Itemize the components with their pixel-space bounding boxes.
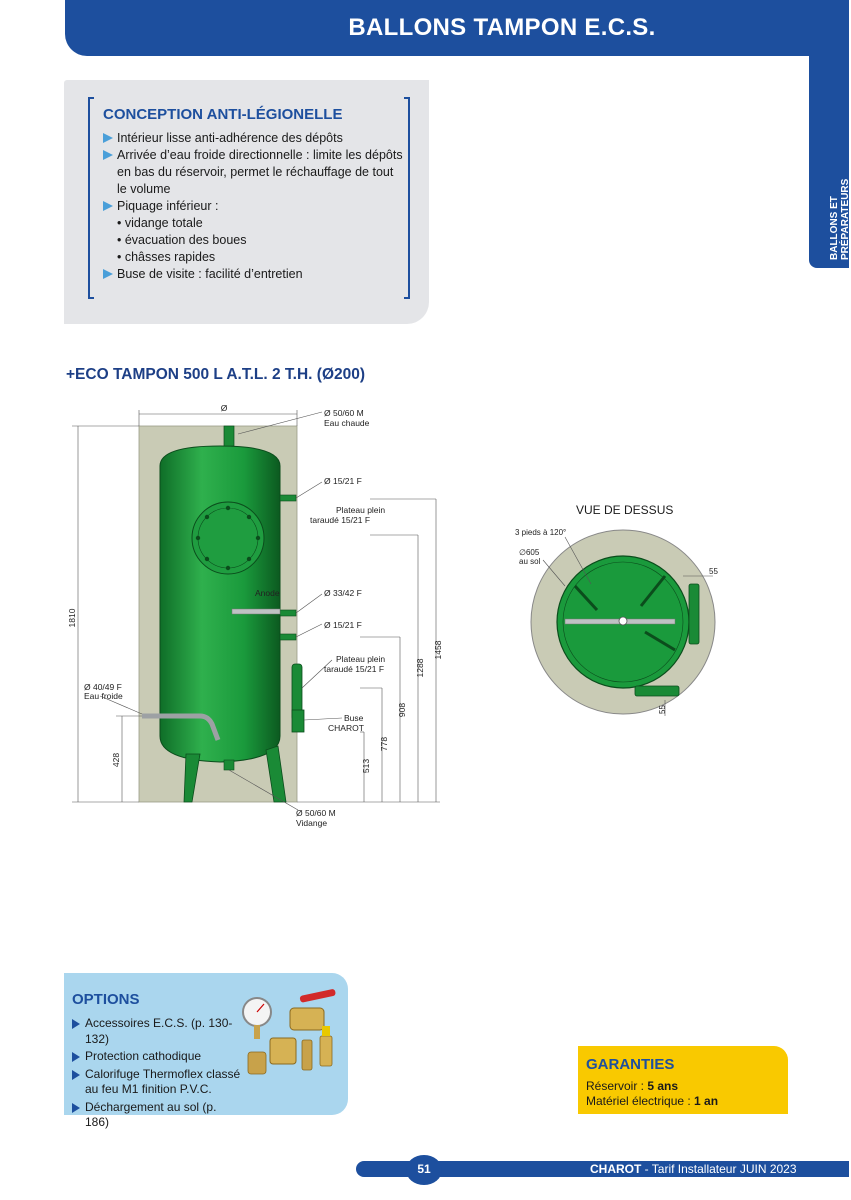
bullet-triangle-icon [103,201,113,211]
dim-908: 908 [397,702,407,718]
bracket-right [404,97,410,299]
footer-catalog: - Tarif Installateur JUIN 2023 [641,1162,797,1176]
bullet-triangle-icon [72,1070,80,1080]
bullet-triangle-icon [103,150,113,160]
concept-item [103,147,403,198]
concept-title: CONCEPTION ANTI-LÉGIONELLE [103,106,343,123]
guarantee-electric [586,1094,718,1108]
label-plate-lower-1: Plateau plein [336,654,386,664]
concept-subitem: • châsses rapides [117,250,216,264]
label-plate-upper-1: Plateau plein [336,505,386,515]
concept-subitem: • vidange totale [117,216,203,230]
concept-item [103,198,403,215]
header-bar [65,0,849,56]
section-tab-line2: PRÉPARATEURS [840,178,851,260]
bullet-triangle-icon [72,1019,80,1029]
option-item-text: Accessoires E.C.S. (p. 130-132) [85,1016,233,1046]
top-dim-55-b: 55 [658,705,667,714]
bullet-triangle-icon [72,1052,80,1062]
accessories-image [240,990,345,1085]
dim-diameter: Ø [220,403,228,413]
bullet-triangle-icon [72,1103,80,1113]
tank-section-diagram [60,398,460,838]
label-top-conn-desc: Eau chaude [324,418,370,428]
bracket-left [88,97,94,299]
top-view-diagram [505,500,735,730]
option-item-text: Protection cathodique [85,1049,202,1063]
footer-text [590,1162,797,1176]
label-top-conn: Ø 50/60 M [324,408,364,418]
option-item [72,1016,242,1047]
option-item [72,1049,242,1065]
label-plate-lower-2: taraudé 15/21 F [324,664,385,674]
upper-flange [192,502,264,574]
page-title: BALLONS TAMPON E.C.S. [348,14,656,41]
inspection-port [292,710,304,732]
guarantee-reservoir [586,1079,678,1093]
label-cold-conn: Ø 40/49 F [84,682,122,692]
label-plate-upper-2: taraudé 15/21 F [310,515,371,525]
ball-valve [290,1008,324,1030]
option-item [72,1067,242,1098]
guarantees-title: GARANTIES [586,1056,675,1073]
label-cold-desc: Eau froide [84,691,123,701]
concept-item [103,266,403,283]
top-floor-diam-1: ∅605 [519,548,540,557]
label-drain-conn: Ø 50/60 M [296,808,336,818]
section-tab-label [829,140,851,260]
top-view-title: VUE DE DESSUS [576,503,674,517]
dim-1458: 1458 [433,640,443,660]
dim-778: 778 [379,736,389,752]
guarantee-electric-value: 1 an [694,1094,719,1108]
concept-item [103,130,403,147]
dim-428: 428 [111,752,121,768]
option-item [72,1100,242,1131]
concept-item-text: Arrivée d’eau froide directionnelle : limite les dépôts en bas du réservoir, permet le réchauffage de tout le volume [117,148,403,196]
dim-1288: 1288 [415,658,425,678]
label-buse-2: CHAROT [328,723,364,733]
page-number: 51 [417,1162,431,1176]
section-tab-line1: BALLONS ET [829,196,840,260]
options-title: OPTIONS [72,991,140,1008]
option-item-text: Déchargement au sol (p. 186) [85,1099,217,1129]
guarantee-reservoir-label: Réservoir : [586,1079,648,1093]
label-anode: Anode [255,588,280,598]
top-floor-diam-2: au sol [519,557,541,566]
label-buse-1: Buse [344,713,364,723]
option-item-text: Calorifuge Thermoflex classé au feu M1 finition P.V.C. [85,1066,241,1096]
top-feet-label: 3 pieds à 120° [515,528,567,537]
concept-item-text: Intérieur lisse anti-adhérence des dépôts [117,131,343,145]
safety-group [270,1038,296,1064]
label-conn-3342: Ø 33/42 F [324,588,362,598]
dim-513: 513 [361,758,371,774]
hot-water-pipe [224,426,234,446]
anode [232,609,280,614]
section-tab[interactable] [809,56,849,268]
options-list [72,1016,242,1133]
bullet-triangle-icon [103,133,113,143]
concept-item-text: Piquage inférieur : [117,199,219,213]
label-drain-desc: Vidange [296,818,328,828]
label-conn-1521-lower: Ø 15/21 F [324,620,362,630]
label-conn-1521-upper: Ø 15/21 F [324,476,362,486]
footer-brand: CHAROT [590,1162,642,1176]
guarantee-electric-label: Matériel électrique : [586,1094,695,1108]
concept-item-text: Buse de visite : facilité d’entretien [117,267,303,281]
bullet-triangle-icon [103,269,113,279]
dim-1810: 1810 [67,608,77,628]
concept-list [103,130,403,283]
product-title: +ECO TAMPON 500 L A.T.L. 2 T.H. (Ø200) [66,366,366,383]
concept-subitem: • évacuation des boues [117,233,247,247]
top-dim-55-a: 55 [709,567,718,576]
drain-pipe [224,760,234,770]
guarantee-reservoir-value: 5 ans [647,1079,679,1093]
